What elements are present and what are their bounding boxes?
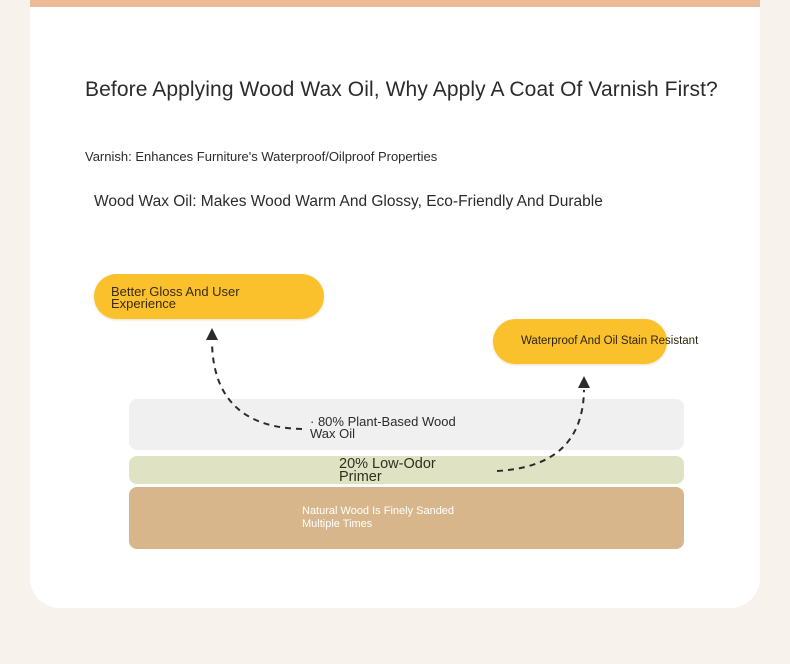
- wood-layer-label: Natural Wood Is Finely Sanded Multiple Times: [302, 505, 455, 530]
- wax-oil-layer-label: · 80% Plant-Based Wood Wax Oil: [310, 414, 456, 441]
- connector-arrows: [30, 0, 760, 608]
- gloss-arrow-line: [212, 342, 302, 429]
- waterproof-arrow-line: [497, 390, 584, 471]
- gloss-benefit-label: Better Gloss And User Experience: [111, 284, 240, 311]
- varnish-description: Varnish: Enhances Furniture's Waterproof/Oilproof Properties: [85, 149, 438, 164]
- waterproof-arrow-head-icon: [578, 376, 590, 388]
- info-card: [30, 0, 760, 608]
- primer-layer-label: 20% Low-Odor Primer: [339, 456, 436, 485]
- gloss-arrow-head-icon: [206, 328, 218, 340]
- page-title: Before Applying Wood Wax Oil, Why Apply A Coat Of Varnish First?: [85, 78, 718, 101]
- wax-oil-description: Wood Wax Oil: Makes Wood Warm And Glossy, Eco-Friendly And Durable: [94, 193, 603, 210]
- waterproof-benefit-label: Waterproof And Oil Stain Resistant: [521, 335, 699, 347]
